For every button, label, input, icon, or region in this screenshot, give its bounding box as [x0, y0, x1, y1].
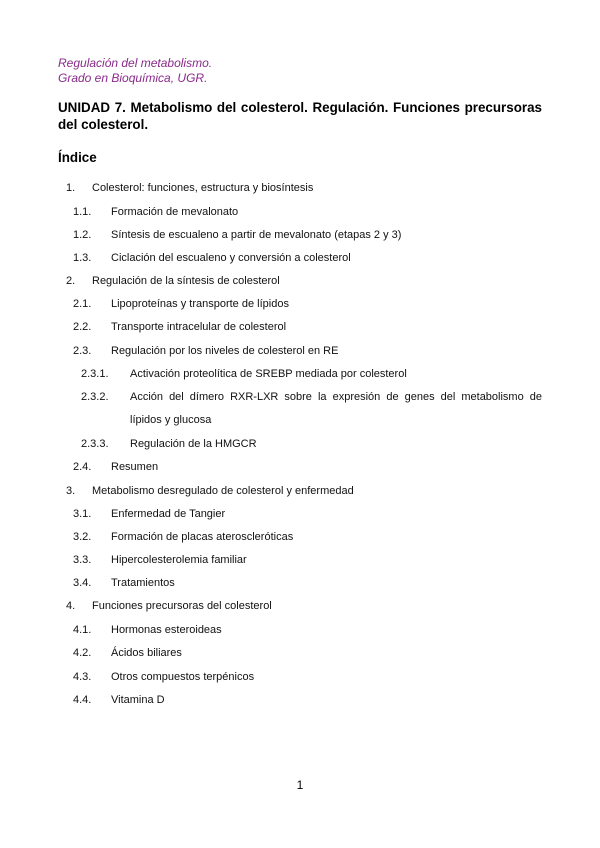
- course-header: [58, 56, 212, 86]
- page-number: 1: [296, 778, 304, 792]
- toc-title: Activación proteolítica de SREBP mediada por colesterol: [130, 368, 407, 380]
- index-heading: Índice: [58, 150, 97, 165]
- toc-title: Otros compuestos terpénicos: [111, 671, 255, 683]
- toc-title: Enfermedad de Tangier: [111, 508, 226, 520]
- toc-title: Ácidos biliares: [111, 647, 182, 659]
- toc-number: 3.: [66, 485, 76, 497]
- toc-number: 2.4.: [73, 461, 92, 473]
- toc-title: Hipercolesterolemia familiar: [111, 554, 247, 566]
- toc-number: 4.2.: [73, 647, 92, 659]
- toc-number: 3.2.: [73, 531, 92, 543]
- toc-title: Regulación de la síntesis de colesterol: [92, 275, 280, 287]
- unit-title: UNIDAD 7. Metabolismo del colesterol. Regulación. Funciones precursoras del colesterol.: [58, 100, 542, 132]
- toc-number: 4.3.: [73, 671, 92, 683]
- toc-number: 2.3.2.: [81, 391, 109, 403]
- toc-number: 2.: [66, 275, 76, 287]
- toc-number: 2.3.1.: [81, 368, 109, 380]
- toc-number: 4.1.: [73, 624, 92, 636]
- toc-number: 1.1.: [73, 206, 92, 218]
- toc-title: Tratamientos: [111, 577, 175, 589]
- toc-title: Formación de placas ateroscleróticas: [111, 531, 294, 543]
- toc-number: 2.3.3.: [81, 438, 109, 450]
- toc-number: 4.: [66, 600, 76, 612]
- toc-number: 2.1.: [73, 298, 92, 310]
- toc-title: Funciones precursoras del colesterol: [92, 600, 272, 612]
- toc-number: 2.3.: [73, 345, 92, 357]
- toc-title: Regulación de la HMGCR: [130, 438, 257, 450]
- toc-number: 1.3.: [73, 252, 92, 264]
- toc-title: Vitamina D: [111, 694, 165, 706]
- toc-title: Lipoproteínas y transporte de lípidos: [111, 298, 289, 310]
- toc-title: Ciclación del escualeno y conversión a colesterol: [111, 252, 351, 264]
- toc-number: 1.: [66, 182, 76, 194]
- toc-title: Formación de mevalonato: [111, 206, 239, 218]
- toc-entry-2-3-2[interactable]: [81, 390, 542, 430]
- course-degree: Grado en Bioquímica, UGR.: [58, 71, 208, 85]
- toc-number: 1.2.: [73, 229, 92, 241]
- toc-title: Síntesis de escualeno a partir de mevalonato (etapas 2 y 3): [111, 229, 402, 241]
- toc-title: Transporte intracelular de colesterol: [111, 321, 287, 333]
- toc-title: Colesterol: funciones, estructura y biosíntesis: [92, 182, 314, 194]
- toc-number: 3.1.: [73, 508, 92, 520]
- course-name: Regulación del metabolismo.: [58, 56, 213, 70]
- toc-number: 2.2.: [73, 321, 92, 333]
- toc-number: 3.3.: [73, 554, 92, 566]
- toc-title: Metabolismo desregulado de colesterol y enfermedad: [92, 485, 354, 497]
- toc-title: Acción del dímero RXR-LXR sobre la expresión de genes del metabolismo de lípidos y glucosa: [130, 391, 542, 426]
- toc-title: Hormonas esteroideas: [111, 624, 222, 636]
- toc-number: 3.4.: [73, 577, 92, 589]
- toc-title: Regulación por los niveles de colesterol en RE: [111, 345, 339, 357]
- toc-title: Resumen: [111, 461, 159, 473]
- toc-number: 4.4.: [73, 694, 92, 706]
